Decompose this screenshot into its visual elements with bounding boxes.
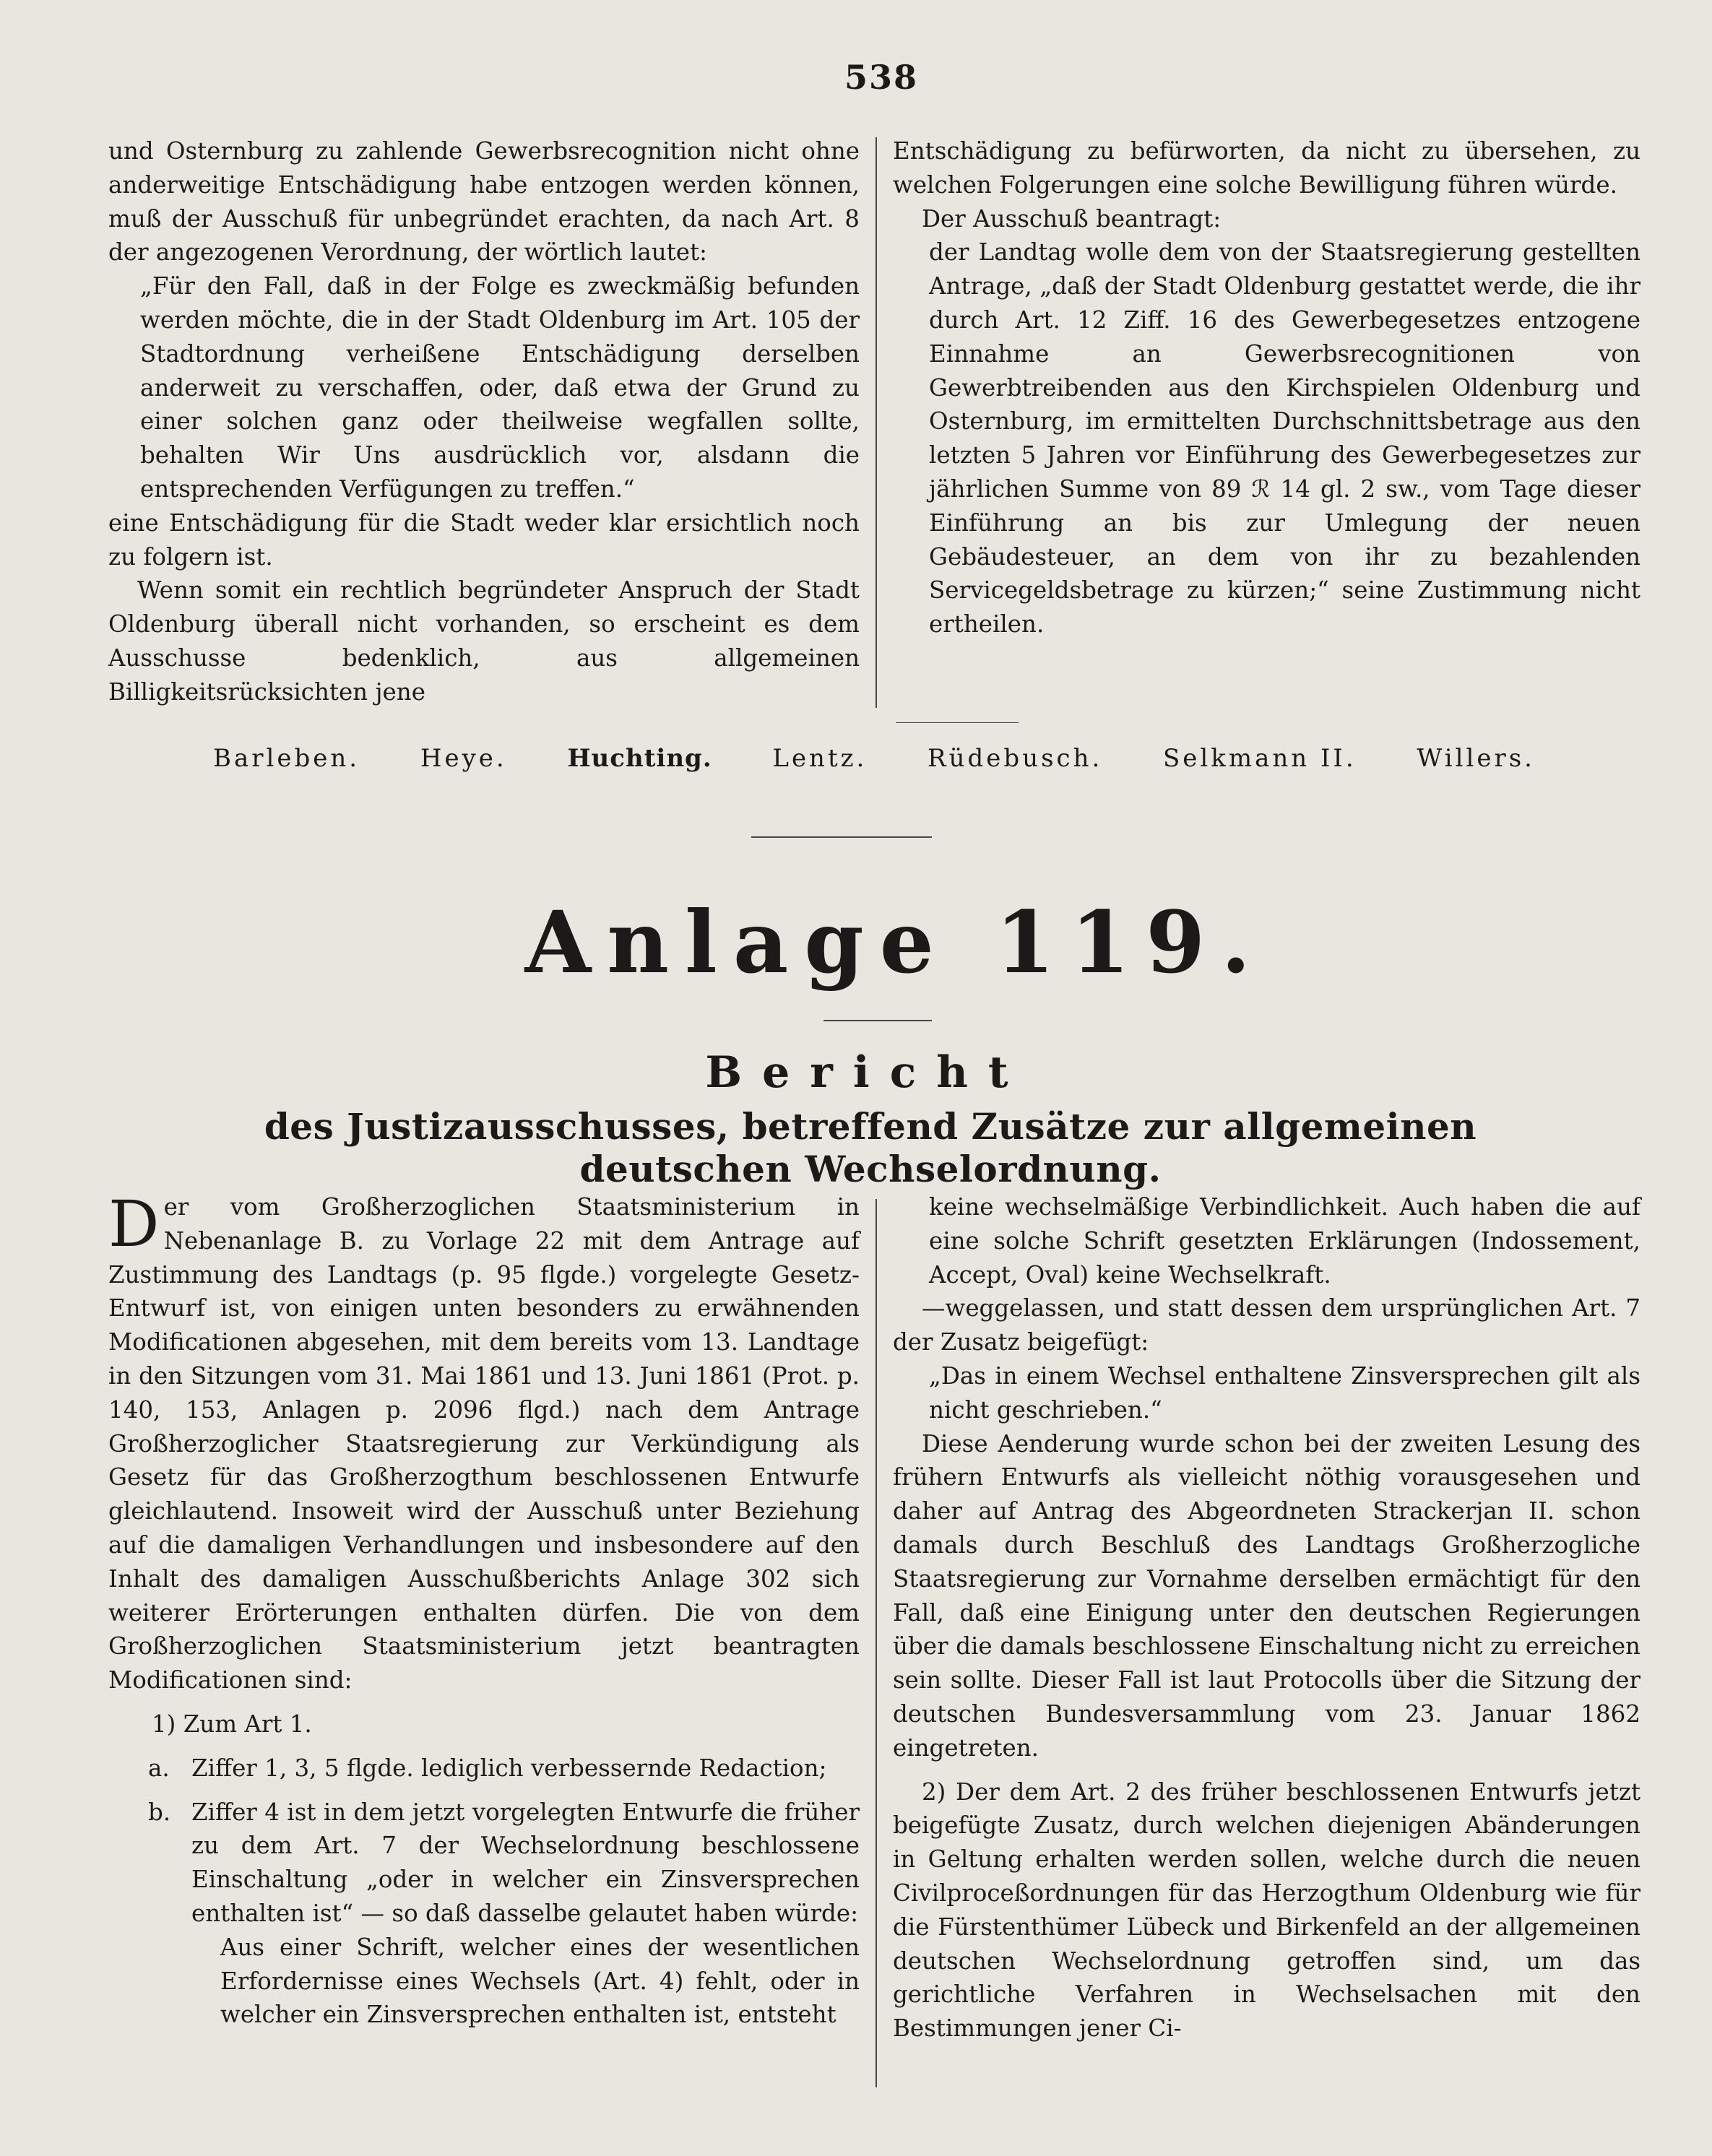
- annex-title: Anlage 119.: [524, 892, 1267, 992]
- column-divider-top: [876, 137, 877, 708]
- motion-paragraph: der Landtag wolle dem von der Staatsregierung gestellten Antrage, „daß der Stadt Oldenburg gestattet werde, die ihr durch Art. 12 Ziff. 16 des Gewerbegesetzes entzogene Einnahme an Gewerbsrecognitionen von Gewerbtreibenden aus den Kirchspielen Oldenburg und Osternburg, im ermittelten Durchschnittsbetrage aus den letzten 5 Jahren vor Einführung des Gewerbegesetzes zur jährlichen Summe von 89 ℛ 14 gl. 2 sw., vom Tage dieser Einführung an bis zur Umlegung der neuen Gebäudesteuer, an dem von ihr zu bezahlenden Servicegeldsbetrage zu kürzen;“ seine Zustimmung nicht ertheilen.: [929, 238, 1640, 638]
- opening-paragraph: Der vom Großherzoglichen Staatsministerium in Nebenanlage B. zu Vorlage 22 mit dem Antrage auf Zustimmung des Landtags (p. 95 flgde.) vorgelegte Gesetz-Entwurf ist, von einigen unten besonders zu erwähnenden Modificationen abgesehen, mit dem bereits vom 13. Landtage in den Sitzungen vom 31. Mai 1861 und 13. Juni 1861 (Prot. p. 140, 153, Anlagen p. 2096 flgd.) nach dem Antrage Großherzoglicher Staatsregierung zur Verkündigung als Gesetz für das Großherzogthum beschlossenen Entwurfe gleichlautend. Insoweit wird der Ausschuß unter Beziehung auf die damaligen Verhandlungen und insbesondere auf den Inhalt des damaligen Ausschußberichts Anlage 302 sich weiterer Erörterungen enthalten dürfen. Die von dem Großherzoglichen Staatsministerium jetzt beantragten Modificationen sind:: [108, 1187, 860, 1694]
- paragraph: eine Entschädigung für die Stadt weder klar ersichtlich noch zu folgern ist.: [108, 508, 860, 571]
- quote-paragraph: Aus einer Schrift, welcher eines der wesentlichen Erfordernisse eines Wechsels (Art. 4) fehlt, oder in welcher ein Zinsversprechen enthalten ist, entsteht: [220, 1933, 860, 2029]
- list-label: a.: [148, 1754, 170, 1782]
- paragraph: 2) Der dem Art. 2 des früher beschlossenen Entwurfs jetzt beigefügte Zusatz, durch welchen diejenigen Abänderungen in Geltung erhalten werden sollen, welche durch die neuen Civilproceßordnungen für das Herzogthum Oldenburg wie für die Fürstenthümer Lübeck und Birkenfeld an der allgemeinen deutschen Wechselordnung getroffen sind, um das gerichtliche Verfahren in Wechselsachen mit den Bestimmungen jener Ci-: [893, 1778, 1640, 2043]
- signature-name: Willers.: [1417, 744, 1535, 773]
- list-label: b.: [148, 1798, 171, 1826]
- bottom-right-column: [893, 1190, 1640, 2045]
- list-item-heading: 1) Zum Art 1.: [152, 1710, 312, 1738]
- signature-name: Lentz.: [772, 744, 868, 773]
- signature-name: Huchting.: [567, 744, 712, 773]
- heading-rule: [823, 1020, 932, 1021]
- bottom-left-column: [108, 1187, 860, 2032]
- report-subtitle: des Justizausschusses, betreffend Zusätze zur allgemeinen deutschen Wechselordnung.: [264, 1105, 1477, 1190]
- column-divider-bottom: [876, 1199, 877, 2087]
- quote-paragraph: „Das in einem Wechsel enthaltene Zinsversprechen gilt als nicht geschrieben.“: [929, 1361, 1640, 1424]
- list-item: [108, 1796, 860, 1931]
- top-right-column: [893, 134, 1640, 641]
- quote-paragraph: „Für den Fall, daß in der Folge es zweckmäßig befunden werden möchte, die in der Stadt Oldenburg im Art. 105 der Stadtordnung verheißene Entschädigung derselben anderweit zu verschaffen, oder, daß etwa der Grund zu einer solchen ganz oder theilweise wegfallen sollte, behalten Wir Uns ausdrücklich vor, alsdann die entsprechenden Verfügungen zu treffen.“: [140, 272, 860, 503]
- title-rule: [751, 836, 932, 838]
- paragraph: —weggelassen, und statt dessen dem ursprünglichen Art. 7 der Zusatz beigefügt:: [893, 1294, 1640, 1356]
- paragraph: Wenn somit ein rechtlich begründeter Anspruch der Stadt Oldenburg überall nicht vorhanden, so erscheint es dem Ausschusse bedenklich, aus allgemeinen Billigkeitsrücksichten jene: [108, 576, 860, 706]
- signature-name: Heye.: [420, 744, 507, 773]
- list-text: Ziffer 1, 3, 5 flgde. lediglich verbessernde Redaction;: [191, 1754, 827, 1782]
- list-text: Ziffer 4 ist in dem jetzt vorgelegten Entwurfe die früher zu dem Art. 7 der Wechselordnung beschlossene Einschaltung „oder in welcher ein Zinsversprechen enthalten ist“ — so daß dasselbe gelautet haben würde:: [191, 1798, 860, 1927]
- signature-name: Rüdebusch.: [928, 744, 1103, 773]
- report-heading: Bericht: [705, 1047, 1029, 1098]
- top-left-column: [108, 134, 860, 709]
- page-number: 538: [844, 58, 919, 97]
- drop-cap: D: [108, 1187, 160, 1261]
- paragraph: keine wechselmäßige Verbindlichkeit. Auch haben die auf eine solche Schrift gesetzten Erklärungen (Indossement, Accept, Oval) keine Wechselkraft.: [929, 1193, 1640, 1289]
- section-rule: [896, 722, 1019, 723]
- signature-name: Barleben.: [213, 744, 360, 773]
- paragraph: Der Ausschuß beantragt:: [922, 204, 1222, 233]
- paragraph: Entschädigung zu befürworten, da nicht zu übersehen, zu welchen Folgerungen eine solche Bewilligung führen würde.: [893, 137, 1640, 199]
- signature-name: Selkmann II.: [1163, 744, 1357, 773]
- paragraph: Diese Aenderung wurde schon bei der zweiten Lesung des frühern Entwurfs als vielleicht nöthig vorausgesehen und daher auf Antrag des Abgeordneten Strackerjan II. schon damals durch Beschluß des Landtags Großherzogliche Staatsregierung zur Vornahme derselben ermächtigt für den Fall, daß eine Einigung unter den deutschen Regierungen über die damals beschlossene Einschaltung nicht zu erreichen sein sollte. Dieser Fall ist laut Protocolls über die Sitzung der deutschen Bundesversammlung vom 23. Januar 1862 eingetreten.: [893, 1429, 1640, 1762]
- paragraph: und Osternburg zu zahlende Gewerbsrecognition nicht ohne anderweitige Entschädigung habe entzogen werden können, muß der Ausschuß für unbegründet erachten, da nach Art. 8 der angezogenen Verordnung, der wörtlich lautet:: [108, 137, 860, 267]
- list-item: [108, 1752, 860, 1785]
- signature-line: [213, 744, 1535, 773]
